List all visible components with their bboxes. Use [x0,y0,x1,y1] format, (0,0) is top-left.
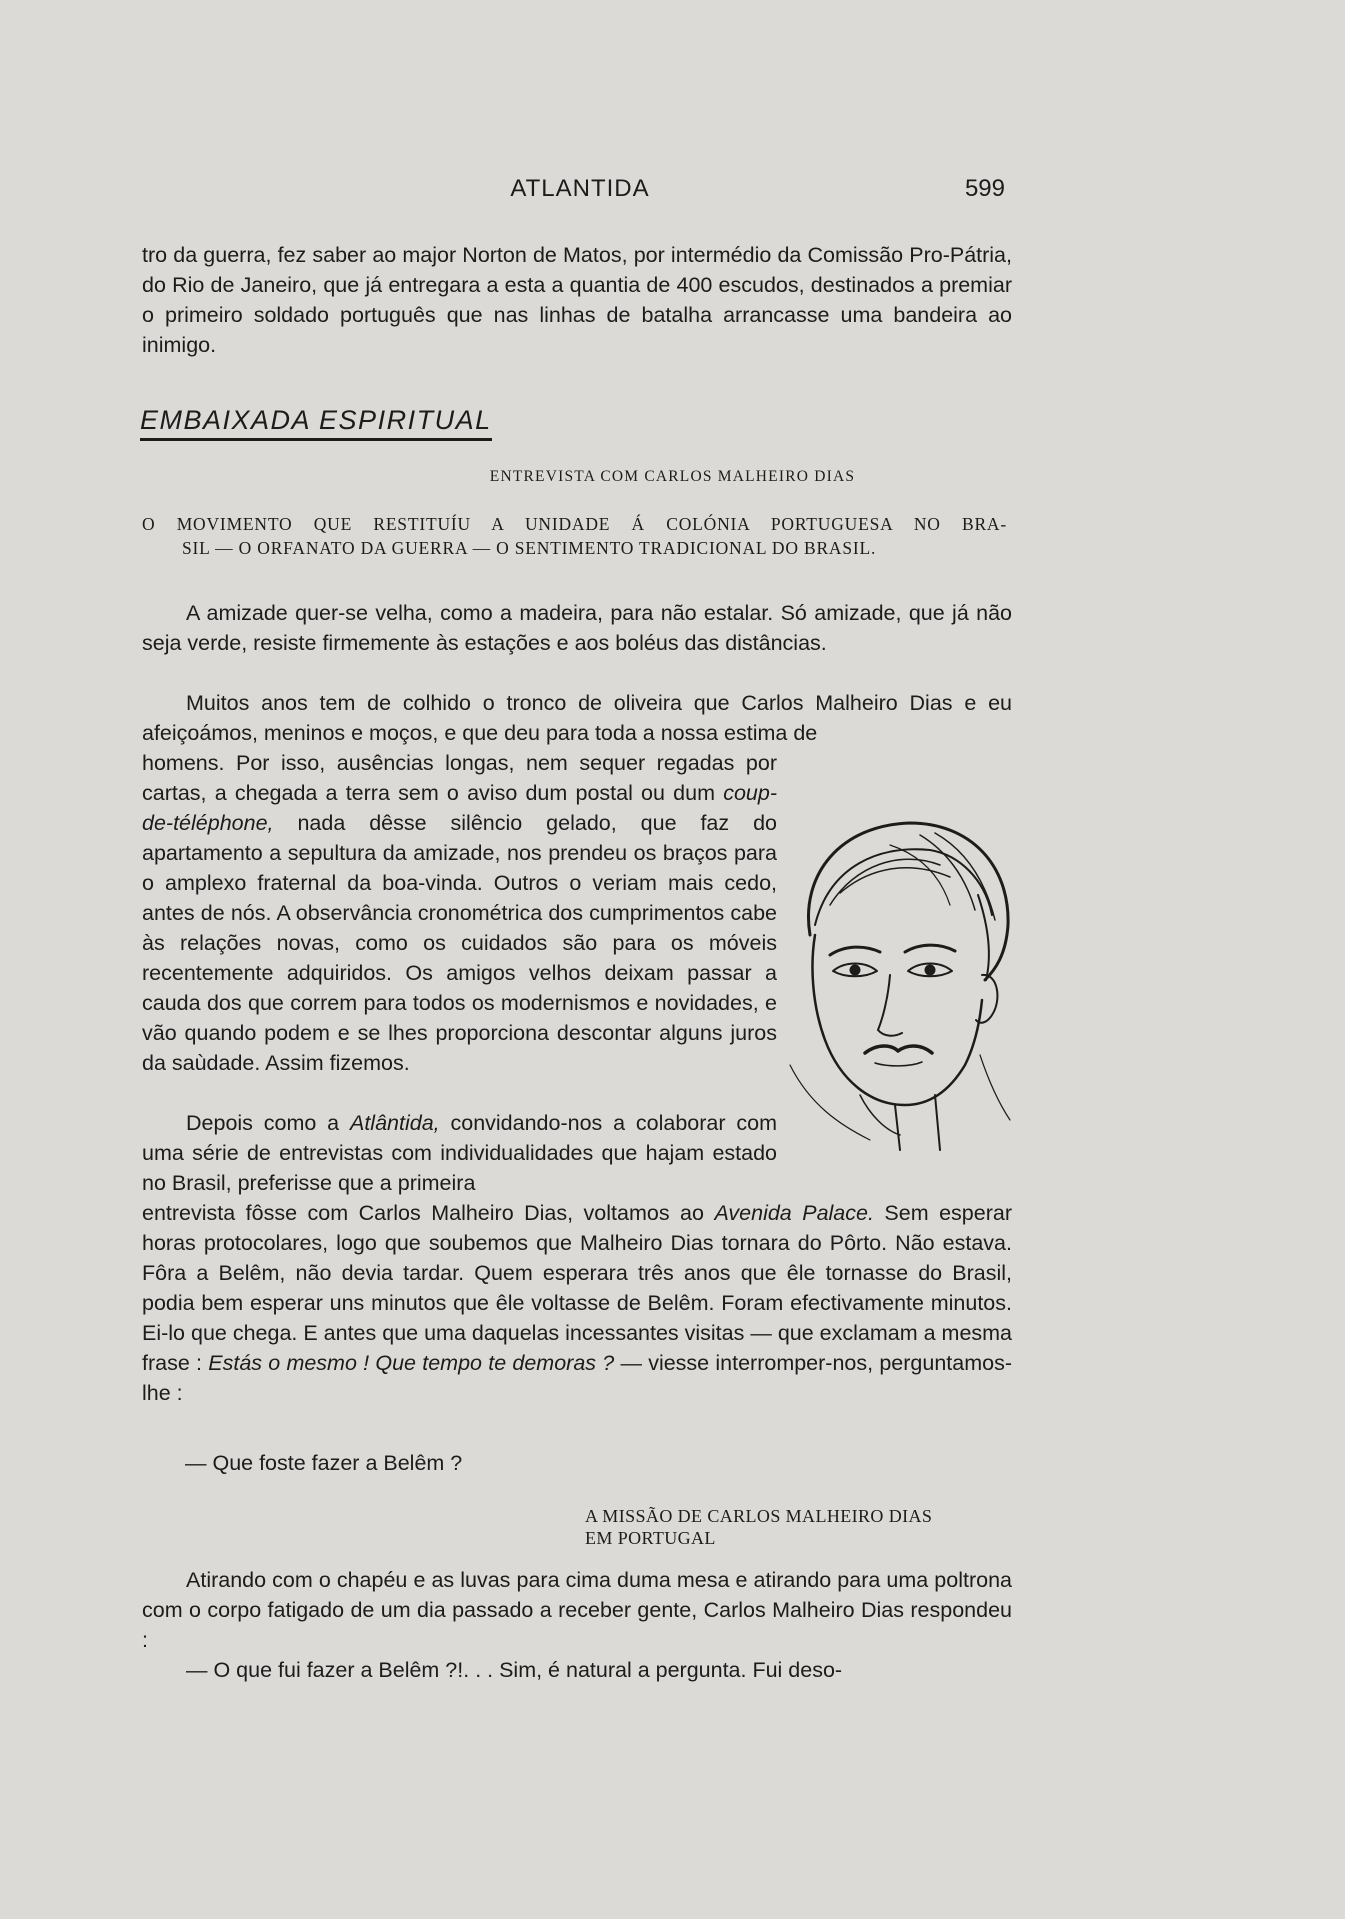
paragraph-2-text-b: nada dêsse silêncio gelado, que faz do apartamento a sepultura da amizade, nos prendeu os braços para o amplexo fraternal da boa-vinda. Outros o veriam mais cedo, antes de nós. A observância cronométrica dos cumprimentos cabe às relações novas, como os cuidados são para os móveis recentemente adquiridos. Os amigos velhos deixam passar a cauda dos que correm para todos os modernismos e novidades, e vão quando podem e se lhes proporciona descontar alguns juros da saùdade. Assim fizemos. [142,811,777,1075]
page-header [140,175,1020,209]
mission-reply: — O que fui fazer a Belêm ?!. . . Sim, é natural a pergunta. Fui deso- [186,1658,843,1682]
mission-heading-line-1: A MISSÃO DE CARLOS MALHEIRO DIAS [585,1506,933,1526]
paragraph-3-italic-3: Estás o mesmo ! Que tempo te demoras ? [208,1351,615,1375]
paragraph-3-text-e: — viesse interromper-nos, perguntamos-lhe : [142,1351,1012,1405]
mission-paragraph: Atirando com o chapéu e as luvas para cima duma mesa e atirando para uma poltrona com o corpo fatigado de um dia passado a receber gente, Carlos Malheiro Dias respondeu : [142,1568,1012,1652]
paragraph-3-text-c: entrevista fôsse com Carlos Malheiro Dias, voltamos ao [142,1201,704,1225]
paragraph-2-start: Muitos anos tem de colhido o tronco de oliveira que Carlos Malheiro Dias e eu afeiçoámos, meninos e moços, e que deu para toda a nossa estima de [142,691,1012,745]
portrait-sketch-icon [770,805,1020,1165]
lede-line-rest: SIL — O ORFANATO DA GUERRA — O SENTIMENTO TRADICIONAL DO BRASIL. [182,538,877,558]
interview-subtitle: ENTREVISTA COM CARLOS MALHEIRO DIAS [489,468,856,485]
intro-paragraph: tro da guerra, fez saber ao major Norton de Matos, por intermédio da Comissão Pro-Pátria, do Rio de Janeiro, que já entregara a esta a quantia de 400 escudos, destinados a premiar o primeiro soldado português que nas linhas de batalha arrancasse uma bandeira ao inimigo. [142,243,1012,357]
paragraph-3-text-a: Depois como a [186,1111,340,1135]
paragraph-3-wrapped [142,1108,777,1198]
page-number: 599 [964,175,1005,202]
paragraph-2-text-a: homens. Por isso, ausências longas, nem sequer regadas por cartas, a chegada a terra sem o aviso dum postal ou dum [142,751,777,805]
paragraph-2-italic: coup-de-téléphone, [142,781,777,835]
paragraph-3-italic-2: Avenida Palace. [714,1201,874,1225]
paragraph-2-wrapped [142,748,777,1078]
question-line: — Que foste fazer a Belêm ? [185,1451,463,1475]
section-title: EMBAIXADA ESPIRITUAL [140,405,492,441]
lede-summary [142,512,1007,560]
mission-heading-line-2: EM PORTUGAL [585,1528,716,1548]
paragraph-3-text-d: Sem esperar horas protocolares, logo que soubemos que Malheiro Dias tornara do Pôrto. Não estava. Fôra a Belêm, não devia tardar. Quem esperara três anos que êle tornasse do Brasil, podia bem esperar uns minutos que êle voltasse de Belêm. Foram efectivamente minutos. Ei-lo que chega. E antes que uma daquelas incessantes visitas — que exclamam a mesma frase : [142,1201,1013,1375]
lede-line-1: O MOVIMENTO QUE RESTITUÍU A UNIDADE Á COLÓNIA PORTUGUESA NO BRA- [142,514,1007,534]
paragraph-3-continued [142,1198,1012,1408]
running-title: ATLANTIDA [510,175,650,202]
paragraph-1: A amizade quer-se velha, como a madeira, para não estalar. Só amizade, que já não seja verde, resiste firmemente às estações e aos boléus das distâncias. [142,601,1012,655]
mission-heading [585,1505,1025,1549]
paragraph-3-text-b: convidando-nos a colaborar com uma série de entrevistas com individualidades que hajam estado no Brasil, preferisse que a primeira [142,1111,777,1195]
paragraph-3-italic: Atlântida, [349,1111,440,1135]
